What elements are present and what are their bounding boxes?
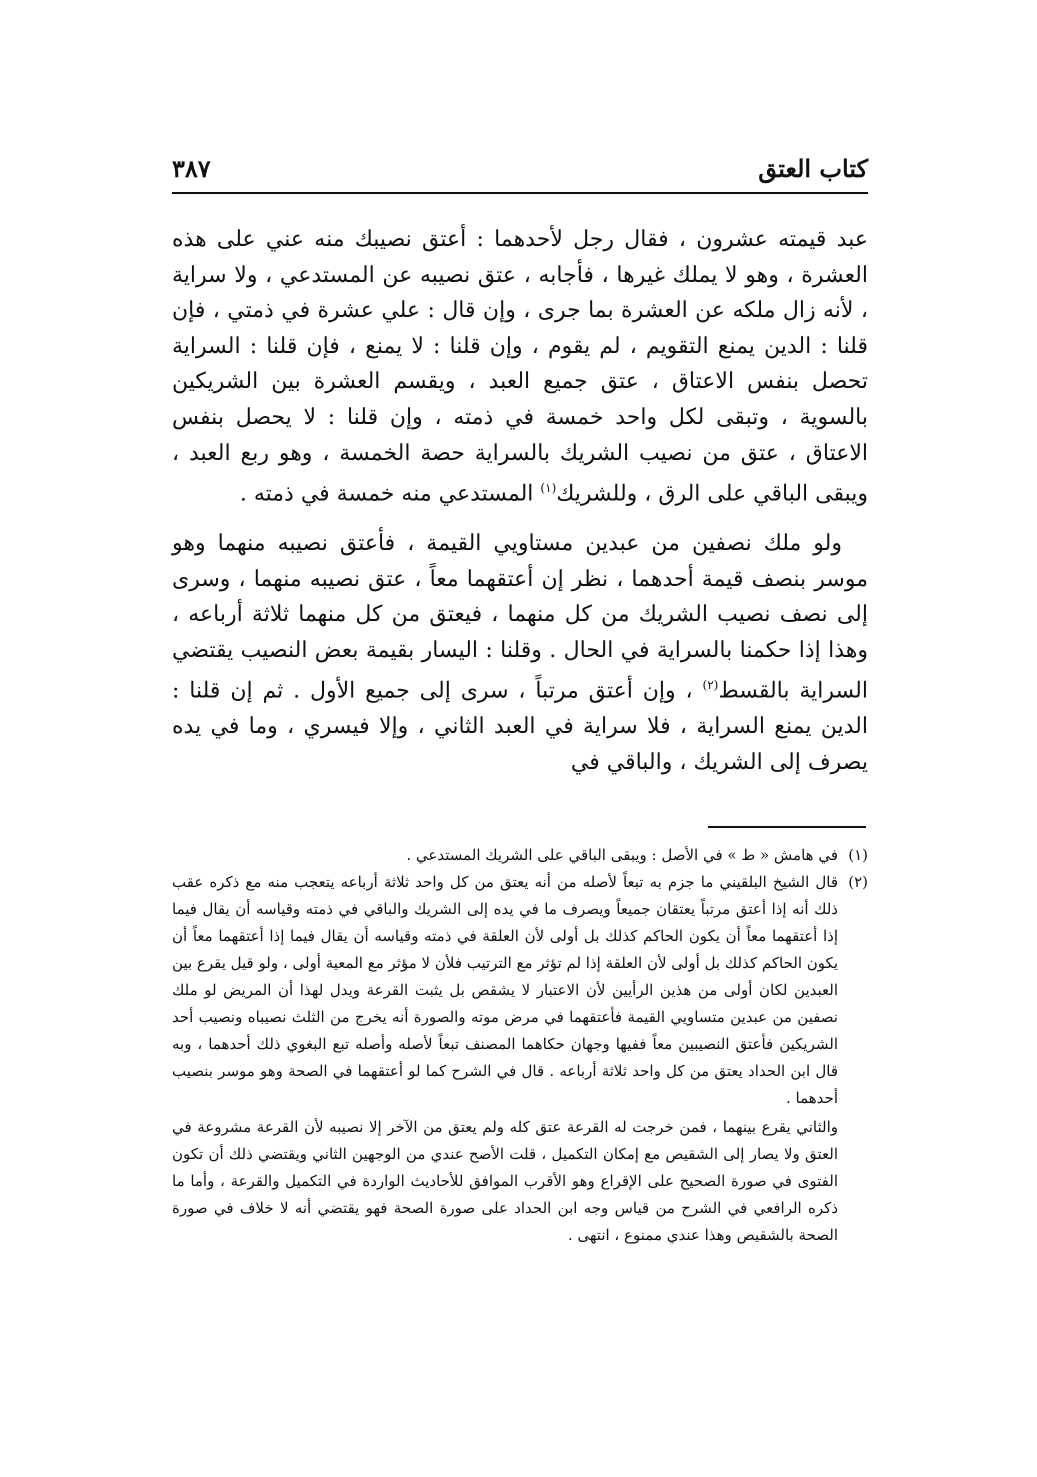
paragraph-text: ، وإن أعتق مرتباً ، سرى إلى جميع الأول . ثم إن قلنا : الدين يمنع السراية ، فلا سراية في العبد الثاني ، وإلا فيسري ، وما في يده يصرف إلى الشريك ، والباقي في [172,678,868,775]
paragraph-text: عبد قيمته عشرون ، فقال رجل لأحدهما : أعتق نصيبك منه عني على هذه العشرة ، وهو لا يملك غيرها ، فأجابه ، عتق نصيبه عن المستدعي ، ولا سراية ، لأنه زال ملكه عن العشرة بما جرى ، وإن قال : علي عشرة في ذمتي ، فإن قلنا : الدين يمنع التقويم ، لم يقوم ، وإن قلنا : لا يمنع ، فإن قلنا : السراية تحصل بنفس الاعتاق ، عتق جميع العبد ، ويقسم العشرة بين الشريكين بالسوية ، وتبقى لكل واحد خمسة في ذمته ، وإن قلنا : لا يحصل بنفس الاعتاق ، عتق من نصيب الشريك بالسراية حصة الخمسة ، وهو ربع العبد ، ويبقى الباقي على الرق ، وللشريك [172,227,869,507]
paragraph-text: ولو ملك نصفين من عبدين مستاويي القيمة ، فأعتق نصيبه منهما وهو موسر بنصف قيمة أحدهما ، نظر إن أعتقهما معاً ، عتق نصيبه منهما ، وسرى إلى نصف نصيب الشريك من كل منهما ، فيعتق من كل منهما ثلاثة أرباعه ، وهذا إذا حكمنا بالسراية في الحال . وقلنا : اليسار بقيمة بعض النصيب يقتضي السراية بالقسط [172,531,868,704]
chapter-title: كتاب العتق [758,154,868,183]
footnotes [172,842,868,1249]
page-number: ٣٨٧ [172,154,211,183]
footnote-divider [708,826,866,828]
main-text [172,222,868,781]
paragraph [172,222,868,512]
footnote [172,1114,868,1249]
footnote-ref[interactable]: (١) [540,481,557,496]
footnote-text: قال الشيخ البلقيني ما جزم به تبعاً لأصله من أنه يعتق من كل واحد ثلاثة أرباعه يتعجب منه مع ذكره عقب ذلك أنه إذا أعتق مرتباً يعتقان جميعاً ويصرف ما في يده إلى الشريك والباقي في ذمته وقياسه أن يقال فيما إذا أعتقهما معاً أن يكون الحاكم كذلك بل أولى لأن العلقة في ذمته وقياسه أن يقال فيما إذا أعتقهما معاً أن يكون الحاكم كذلك بل أولى لأن العلقة إذا لم تؤثر مع الترتيب فلأن لا مؤثر مع المعية أولى ، ولو قيل يقرع بين العبدين لكان أولى من هذين الرأيين لأن الاعتبار لا يشقص بل يثبت القرعة ويدل لهذا أن المريض لو ملك نصفين من عبدين متساويي القيمة فأعتقهما في مرض موته والصورة أنه يخرج من الثلث نصيباه ونصيب أحد الشريكين فأعتق النصيبين معاً ففيها وجهان حكاهما المصنف تبعاً لأصله وأصله تبع البغوي ذلك أحدهما ، وبه قال ابن الحداد يعتق من كل واحد ثلاثة أرباعه . قال في الشرح كما لو أعتقهما في الصحة وهو موسر بنصيب أحدهما . [172,873,838,1107]
paragraph [172,526,868,780]
header-divider [172,192,868,194]
footnote-text: والثاني يقرع بينهما ، فمن خرجت له القرعة عتق كله ولم يعتق من الآخر إلا نصيبه لأن القرعة مشروعة في العتق ولا يصار إلى الشقيص مع إمكان التكميل ، قلت الأصح عندي من الوجهين الثاني ويقتضي ذلك أن تكون الفتوى في صورة الصحيح على الإقراع وهو الأقرب الموافق للأحاديث الواردة في التكميل والقرعة ، وأما ما ذكره الرافعي في الشرح من قياس وجه ابن الحداد على صورة الصحة فهو يقتضي أنه لا خلاف في صورة الصحة بالشقيص وهذا عندي ممنوع ، انتهى . [172,1118,838,1244]
footnote-number: (٢) [848,873,868,891]
footnote-ref[interactable]: (٢) [702,678,719,693]
running-header [172,150,868,190]
footnote [172,842,868,869]
footnote-number [838,1114,868,1249]
footnote-number: (١) [848,846,868,864]
footnote [172,869,868,1112]
paragraph-text: المستدعي منه خمسة في ذمته . [239,481,541,507]
footnote-text: في هامش « ط » في الأصل : ويبقى الباقي على الشريك المستدعي . [406,846,838,864]
